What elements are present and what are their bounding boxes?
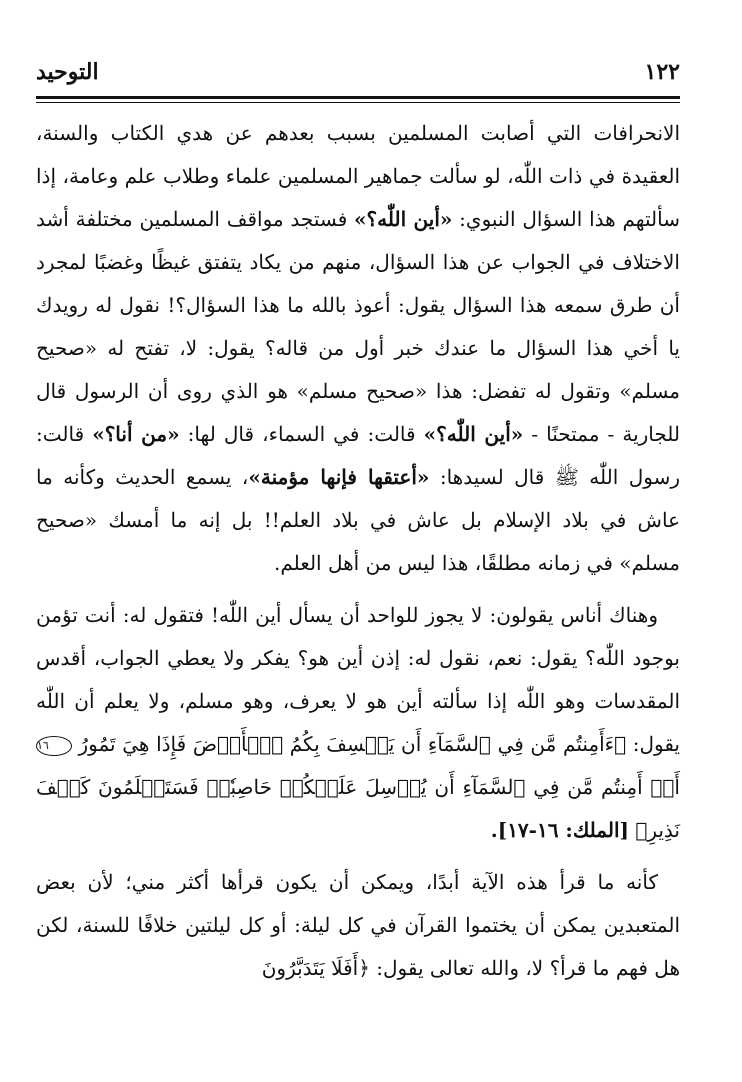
- page-header: [36, 52, 680, 92]
- header-rule-thick: [36, 96, 680, 99]
- paragraph-3: كأنه ما قرأ هذه الآية أبدًا، ويمكن أن يكون قرأها أكثر مني؛ لأن بعض المتعبدين يمكن أن يختموا القرآن في كل ليلة: أو كل ليلتين خلافًا للسنة، لكن هل فهم ما قرأ؟ لا، والله تعالى يقول: ﴿أَفَلَا يَتَدَبَّرُونَ: [36, 870, 680, 980]
- quran-verse: أَمۡ أَمِنتُم مَّن فِي ٱلسَّمَآءِ أَن يُرۡسِلَ عَلَيۡكُمۡ حَاصِبٗاۖ فَسَتَعۡلَمُونَ كَيۡفَ نَذِيرِ﴾: [36, 775, 680, 842]
- running-title: التوحيد: [36, 59, 99, 85]
- ayah-number-marker: ١٦: [36, 736, 72, 756]
- paragraph-2: وهناك أناس يقولون: لا يجوز للواحد أن يسأل أين اللّٰه! فتقول له: أنت تؤمن بوجود اللّٰه؟ يقول: نعم، نقول له: إذن أين هو؟ يفكر ولا يعطي الجواب، أقدس المقدسات وهو اللّٰه إذا سألته أين هو لا يعرف، وهو مسلم، ولا يعلم أن اللّٰه يقول: ﴿ءَأَمِنتُم مَّن فِي ٱلسَّمَآءِ أَن يَخۡسِفَ بِكُمُ ٱلۡأَرۡضَ فَإِذَا هِيَ تَمُورُ ١٦ أَمۡ أَمِنتُم مَّن فِي ٱلسَّمَآءِ أَن يُرۡسِلَ عَلَيۡكُمۡ حَاصِبٗاۖ فَسَتَعۡلَمُونَ كَيۡفَ نَذِيرِ﴾ [الملك: ١٦-١٧].: [36, 603, 680, 842]
- paragraph-1: الانحرافات التي أصابت المسلمين بسبب بعدهم عن هدي الكتاب والسنة، العقيدة في ذات اللّٰه، لو سألت جماهير المسلمين علماء وطلاب علم وعامة، إذا سألتهم هذا السؤال النبوي: «أين اللّٰه؟» فستجد مواقف المسلمين مختلفة أشد الاختلاف في الجواب عن هذا السؤال، منهم من يكاد يتفتق غيظًا وغضبًا لمجرد أن طرق سمعه هذا السؤال يقول: أعوذ بالله ما هذا السؤال؟! نقول له رويدك يا أخي هذا السؤال ما عندك خبر أول من قاله؟ يقول: لا، تفتح له «صحيح مسلم» وتقول له تفضل: هذا «صحيح مسلم» هو الذي روى أن الرسول قال للجارية - ممتحنًا - «أين اللّٰه؟» قالت: في السماء، قال لها: «من أنا؟» قالت: رسول اللّٰه ﷺ قال لسيدها: «أعتقها فإنها مؤمنة»، يسمع الحديث وكأنه ما عاش في بلاد الإسلام بل عاش في بلاد العلم!! بل إنه ما أمسك «صحيح مسلم» في زمانه مطلقًا، هذا ليس من أهل العلم.: [36, 121, 681, 575]
- verse-citation: [الملك: ١٦-١٧].: [490, 818, 629, 842]
- body-text: [36, 112, 680, 990]
- header-rule-thin: [36, 102, 680, 103]
- quran-verse: ﴿ءَأَمِنتُم مَّن فِي ٱلسَّمَآءِ أَن يَخۡسِفَ بِكُمُ ٱلۡأَرۡضَ فَإِذَا هِيَ تَمُورُ: [71, 732, 627, 756]
- page-number: ١٢٢: [644, 59, 680, 85]
